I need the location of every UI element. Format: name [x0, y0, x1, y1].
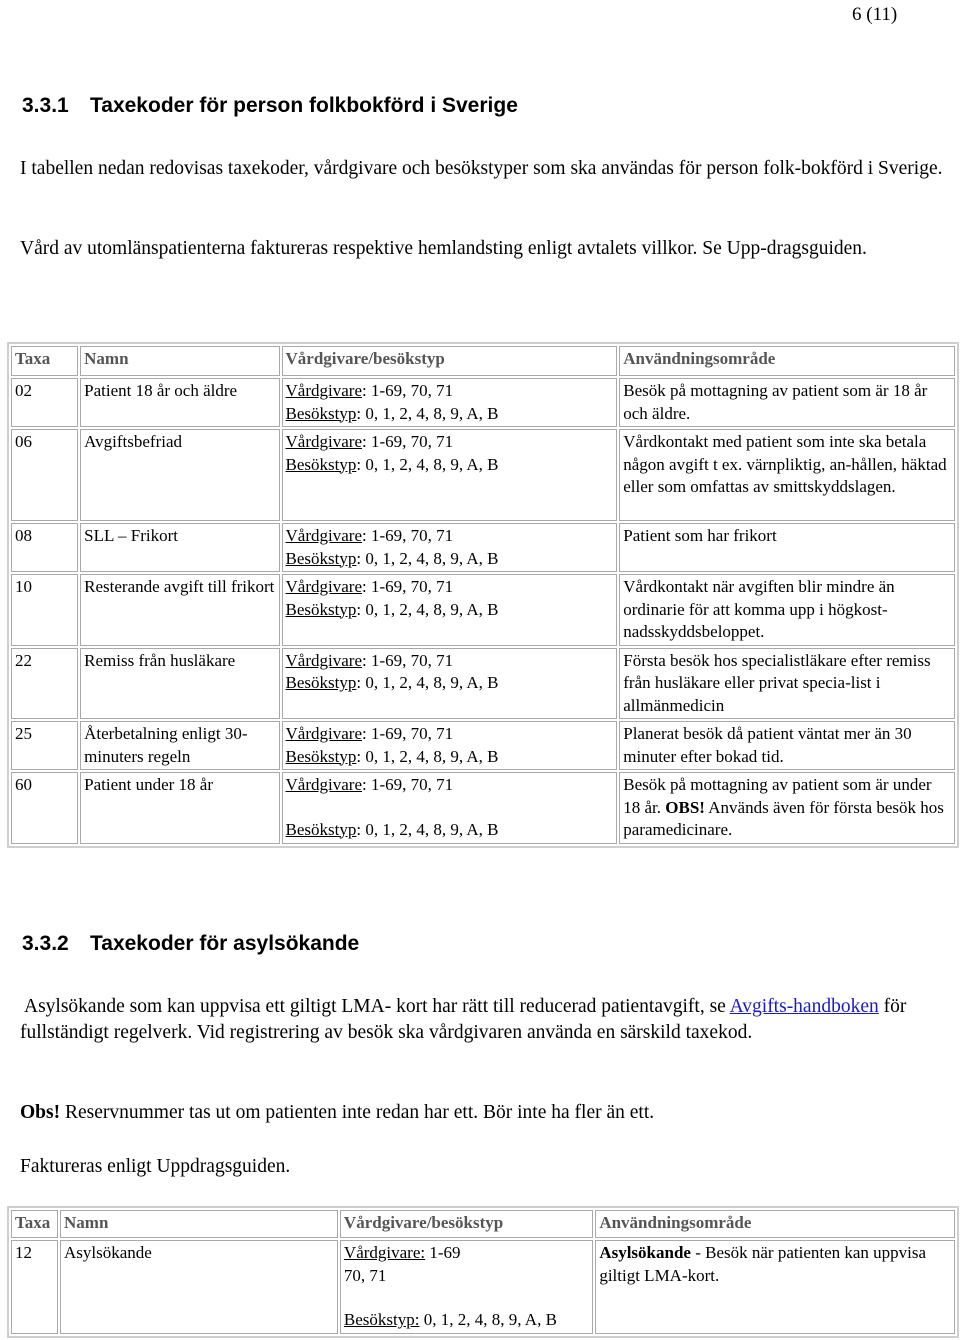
besokstyp-label: Besökstyp — [285, 403, 357, 423]
vardgivare-value: : 1-69, 70, 71 — [362, 650, 454, 670]
header-vardgivare: Vårdgivare/besökstyp — [340, 1210, 593, 1238]
header-taxa: Taxa — [11, 346, 78, 376]
besokstyp-value: 0, 1, 2, 4, 8, 9, A, B — [419, 1310, 557, 1329]
besokstyp-value: : 0, 1, 2, 4, 8, 9, A, B — [356, 403, 499, 423]
table-row — [11, 523, 955, 572]
vardgivare-value: : 1-69, 70, 71 — [362, 432, 454, 451]
besokstyp-label: Besökstyp — [285, 673, 357, 692]
vardgivare-label: Vårdgivare: — [343, 1243, 426, 1262]
vardgivare-label: Vårdgivare — [285, 724, 362, 743]
use-text-c: Används även för första besök hos paramedicinare. — [623, 797, 944, 839]
use-cell — [619, 772, 955, 844]
besokstyp-value: : 0, 1, 2, 4, 8, 9, A, B — [356, 454, 499, 474]
asylum-table — [7, 1206, 959, 1338]
asylum-text-b: för fullständigt regelverk. Vid registrering av besök ska vårdgivaren använda en särskild taxekod. — [20, 996, 907, 1043]
vardgivare-value: : 1-69, 70, 71 — [362, 526, 454, 545]
page-number: 6 (11) — [852, 4, 898, 25]
asylum-text-a: Asylsökande som kan uppvisa ett giltigt LMA- kort har rätt till reducerad patientavgift, se — [24, 996, 730, 1017]
besokstyp-value: : 0, 1, 2, 4, 8, 9, A, B — [356, 746, 499, 766]
namn-cell: SLL – Frikort — [80, 523, 279, 572]
header-namn: Namn — [60, 1210, 338, 1238]
use-cell — [595, 1240, 955, 1334]
besokstyp-label: Besökstyp — [285, 746, 357, 766]
namn-cell: Avgiftsbefriad — [80, 429, 279, 521]
vardgivare-cell — [282, 523, 618, 572]
taxa-cell: 60 — [11, 772, 78, 844]
header-vardgivare: Vårdgivare/besökstyp — [282, 346, 618, 376]
table-row — [11, 772, 955, 844]
namn-cell: Remiss från husläkare — [80, 648, 279, 720]
taxa-cell: 10 — [11, 574, 78, 646]
obs-paragraph — [20, 1100, 950, 1126]
besokstyp-label: Besökstyp — [285, 454, 357, 474]
use-text-a: Besök på mottagning av patient som är under 18 år. — [623, 775, 932, 817]
section-title: Taxekoder för asylsökande — [90, 932, 360, 955]
use-text: - Besök när patienten kan uppvisa giltigt LMA-kort. — [599, 1243, 927, 1285]
intro-paragraph: I tabellen nedan redovisas taxekoder, vårdgivare och besökstyper som ska användas för person folk-bokförd i Sverige. — [20, 158, 943, 179]
header-anvandningsomrade: Användningsområde — [619, 346, 955, 376]
taxekoder-table — [7, 342, 959, 848]
vardgivare-label: Vårdgivare — [285, 526, 362, 545]
vardgivare-cell — [340, 1240, 593, 1334]
vardgivare-label: Vårdgivare — [285, 577, 362, 596]
taxa-cell: 06 — [11, 429, 78, 521]
taxa-cell: 22 — [11, 648, 78, 720]
section-heading-331 — [22, 94, 518, 118]
namn-cell: Patient under 18 år — [80, 772, 279, 844]
use-cell: Planerat besök då patient väntat mer än 30 minuter efter bokad tid. — [619, 721, 955, 770]
taxa-cell: 02 — [11, 378, 78, 427]
use-cell: Vårdkontakt när avgiften blir mindre än ordinarie för att komma upp i högkost-nadsskyddsbeloppet. — [619, 574, 955, 646]
section-number: 3.3.2 — [22, 932, 69, 955]
use-cell: Patient som har frikort — [619, 523, 955, 572]
obs-label: OBS! — [665, 797, 705, 817]
vardgivare-label: Vårdgivare — [285, 432, 362, 451]
namn-cell: Patient 18 år och äldre — [80, 378, 279, 427]
header-taxa: Taxa — [11, 1210, 58, 1238]
vardgivare-label: Vårdgivare — [285, 775, 362, 794]
use-cell: Besök på mottagning av patient som är 18 år och äldre. — [619, 378, 955, 427]
use-bold: Asylsökande — [599, 1243, 691, 1262]
table-row — [11, 721, 955, 770]
table-row — [11, 1240, 955, 1334]
obs-text: Reservnummer tas ut om patienten inte redan har ett. Bör inte ha fler än ett. — [60, 1102, 655, 1123]
namn-cell: Återbetalning enligt 30-minuters regeln — [80, 721, 279, 770]
section-title: Taxekoder för person folkbokförd i Sverige — [90, 94, 518, 117]
besokstyp-label: Besökstyp — [285, 819, 357, 839]
vardgivare-cell — [282, 772, 618, 844]
vardgivare-label: Vårdgivare — [285, 650, 362, 670]
vardgivare-label: Vårdgivare — [285, 381, 362, 400]
use-cell: Första besök hos specialistläkare efter remiss från husläkare eller privat specia-list i allmänmedicin — [619, 648, 955, 720]
vardgivare-value: : 1-69, 70, 71 — [362, 775, 454, 794]
header-anvandningsomrade: Användningsområde — [595, 1210, 955, 1238]
besokstyp-label: Besökstyp — [285, 548, 357, 568]
billing-paragraph: Vård av utomlänspatienterna faktureras respektive hemlandsting enligt avtalets villkor. Se Upp-dragsguiden. — [20, 238, 867, 259]
vardgivare-cell — [282, 721, 618, 770]
use-cell: Vårdkontakt med patient som inte ska betala någon avgift t ex. värnpliktig, an-hållen, häktad eller som omfattas av smittskyddslagen. — [619, 429, 955, 521]
table-row — [11, 378, 955, 427]
header-namn: Namn — [80, 346, 279, 376]
table-row — [11, 574, 955, 646]
besokstyp-value: : 0, 1, 2, 4, 8, 9, A, B — [356, 548, 499, 568]
vardgivare-value-2: 70, 71 — [343, 1265, 387, 1285]
billing-note: Faktureras enligt Uppdragsguiden. — [20, 1156, 291, 1177]
obs-label: Obs! — [20, 1102, 61, 1123]
vardgivare-cell — [282, 574, 618, 646]
taxa-cell: 12 — [11, 1240, 58, 1334]
taxa-cell: 08 — [11, 523, 78, 572]
table-header-row — [11, 1210, 955, 1238]
vardgivare-value: : 1-69, 70, 71 — [362, 577, 454, 596]
namn-cell: Resterande avgift till frikort — [80, 574, 279, 646]
vardgivare-cell — [282, 378, 618, 427]
besokstyp-value: : 0, 1, 2, 4, 8, 9, A, B — [356, 673, 499, 692]
section-heading-332 — [22, 932, 359, 956]
asylum-paragraph — [20, 994, 950, 1046]
avgiftshandboken-link[interactable]: Avgifts-handboken — [729, 996, 879, 1017]
vardgivare-value: : 1-69, 70, 71 — [362, 381, 454, 400]
besokstyp-value: : 0, 1, 2, 4, 8, 9, A, B — [356, 599, 499, 619]
table-row — [11, 648, 955, 720]
vardgivare-cell — [282, 648, 618, 720]
besokstyp-value: : 0, 1, 2, 4, 8, 9, A, B — [356, 819, 499, 839]
table-header-row — [11, 346, 955, 376]
vardgivare-value: 1-69 — [425, 1243, 461, 1262]
namn-cell: Asylsökande — [60, 1240, 338, 1334]
besokstyp-label: Besökstyp — [285, 599, 357, 619]
taxa-cell: 25 — [11, 721, 78, 770]
section-number: 3.3.1 — [22, 94, 69, 117]
table-row — [11, 429, 955, 521]
vardgivare-value: : 1-69, 70, 71 — [362, 724, 454, 743]
vardgivare-cell — [282, 429, 618, 521]
besokstyp-label: Besökstyp: — [343, 1310, 420, 1329]
